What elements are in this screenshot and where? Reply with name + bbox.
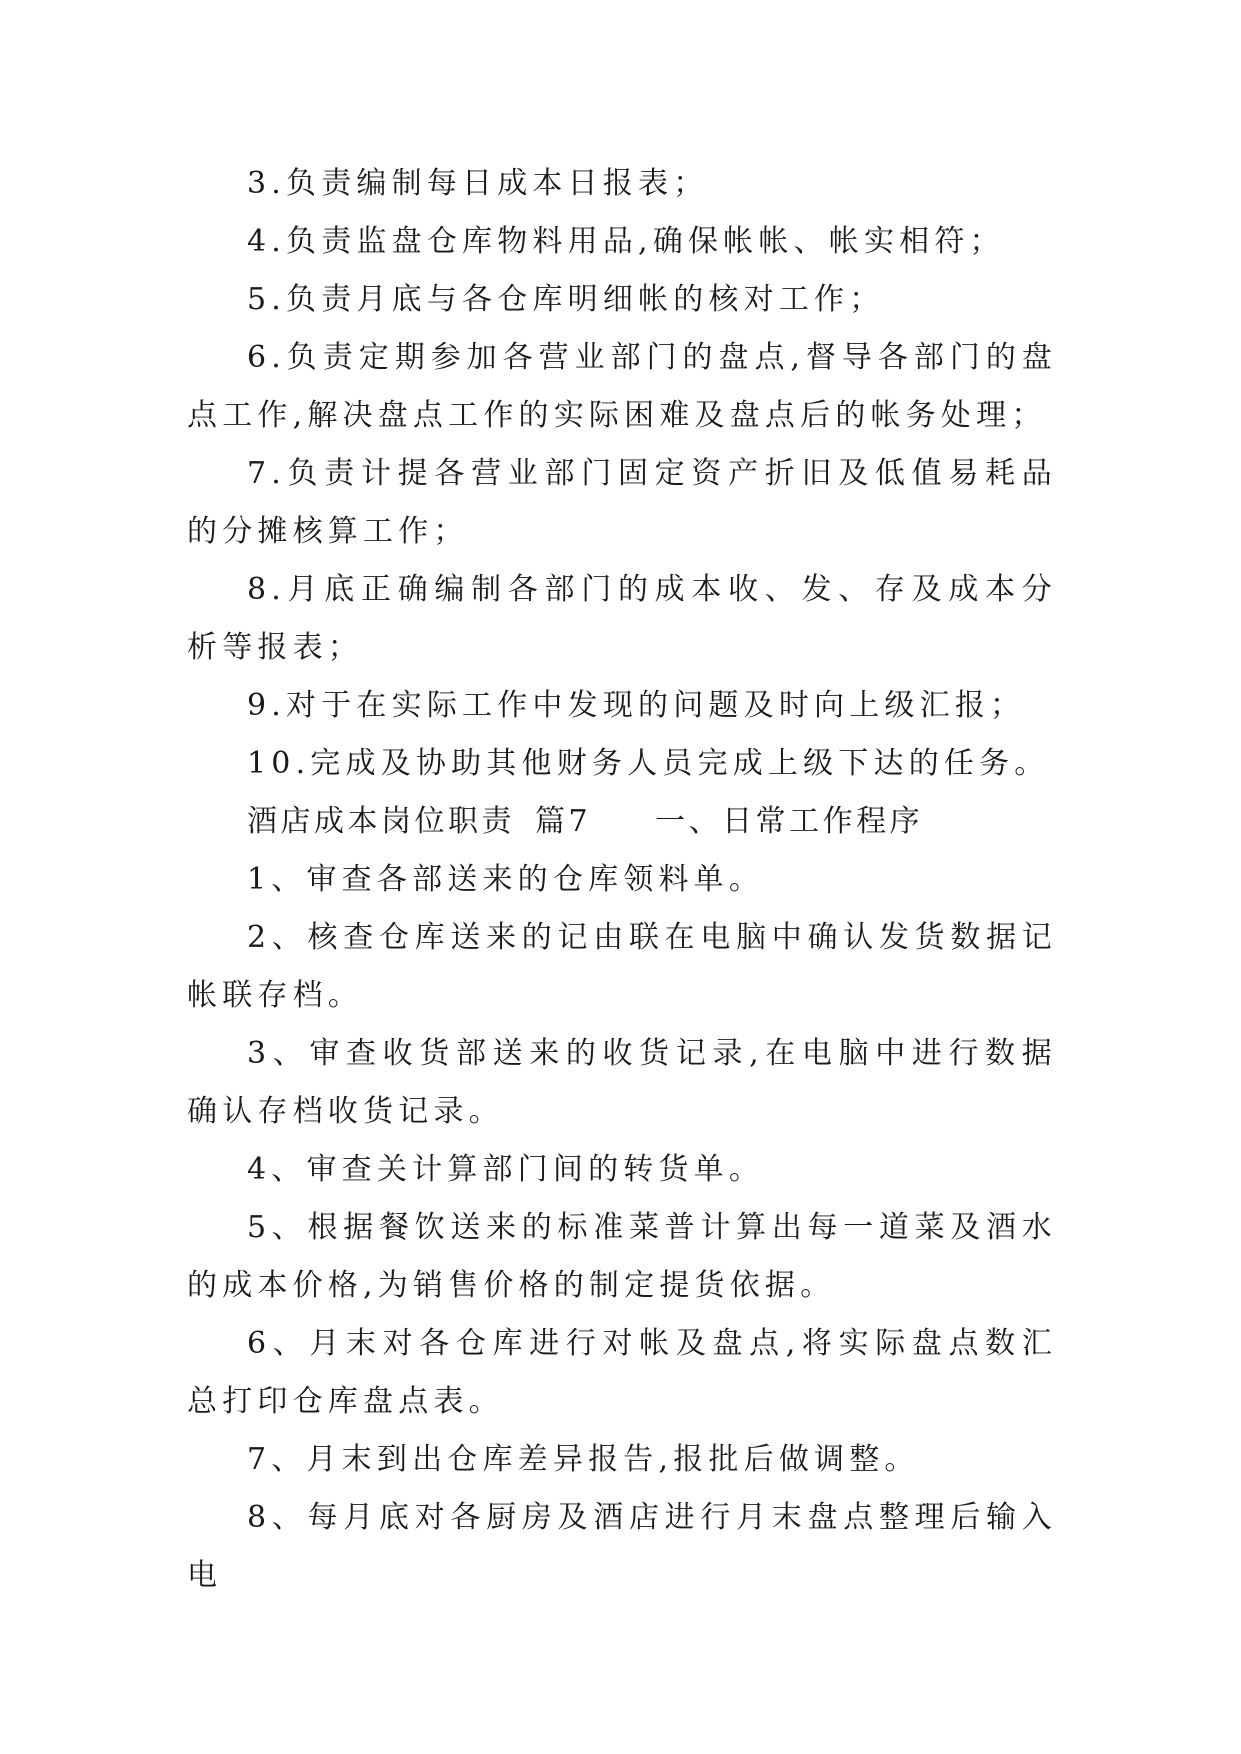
procedure-item-2: 2、核查仓库送来的记由联在电脑中确认发货数据记帐联存档。 xyxy=(187,920,1057,1013)
paragraph-duty-10: 10.完成及协助其他财务人员完成上级下达的任务。 xyxy=(247,746,1050,781)
procedure-item-6: 6、月末对各仓库进行对帐及盘点,将实际盘点数汇总打印仓库盘点表。 xyxy=(187,1326,1057,1419)
procedure-item-1: 1、审查各部送来的仓库领料单。 xyxy=(247,862,765,897)
procedure-item-5: 5、根据餐饮送来的标准菜普计算出每一道菜及酒水的成本价格,为销售价格的制定提货依据。 xyxy=(187,1210,1057,1303)
procedure-item-8: 8、每月底对各厨房及酒店进行月末盘点整理后输入电 xyxy=(187,1500,1057,1593)
section-number: 篇7 xyxy=(535,804,592,839)
paragraph-duty-6: 6.负责定期参加各营业部门的盘点,督导各部门的盘点工作,解决盘点工作的实际困难及盘点后的帐务处理； xyxy=(187,340,1057,433)
procedure-item-3: 3、审查收货部送来的收货记录,在电脑中进行数据确认存档收货记录。 xyxy=(187,1036,1057,1129)
paragraph-duty-9: 9.对于在实际工作中发现的问题及时向上级汇报； xyxy=(247,688,1026,723)
paragraph-duty-5: 5.负责月底与各仓库明细帐的核对工作； xyxy=(247,282,885,317)
section-title: 酒店成本岗位职责 xyxy=(247,804,515,839)
paragraph-duty-7: 7.负责计提各营业部门固定资产折旧及低值易耗品的分摊核算工作； xyxy=(187,456,1057,549)
section-subtitle: 一、日常工作程序 xyxy=(655,804,924,839)
paragraph-duty-4: 4.负责监盘仓库物料用品,确保帐帐、帐实相符； xyxy=(247,224,1005,259)
procedure-item-7: 7、月末到出仓库差异报告,报批后做调整。 xyxy=(247,1442,920,1477)
document-body xyxy=(187,155,1057,1605)
procedure-item-4: 4、审查关计算部门间的转货单。 xyxy=(247,1152,765,1187)
paragraph-duty-3: 3.负责编制每日成本日报表； xyxy=(247,166,709,201)
paragraph-duty-8: 8.月底正确编制各部门的成本收、发、存及成本分析等报表； xyxy=(187,572,1057,665)
section-heading xyxy=(187,793,1057,851)
